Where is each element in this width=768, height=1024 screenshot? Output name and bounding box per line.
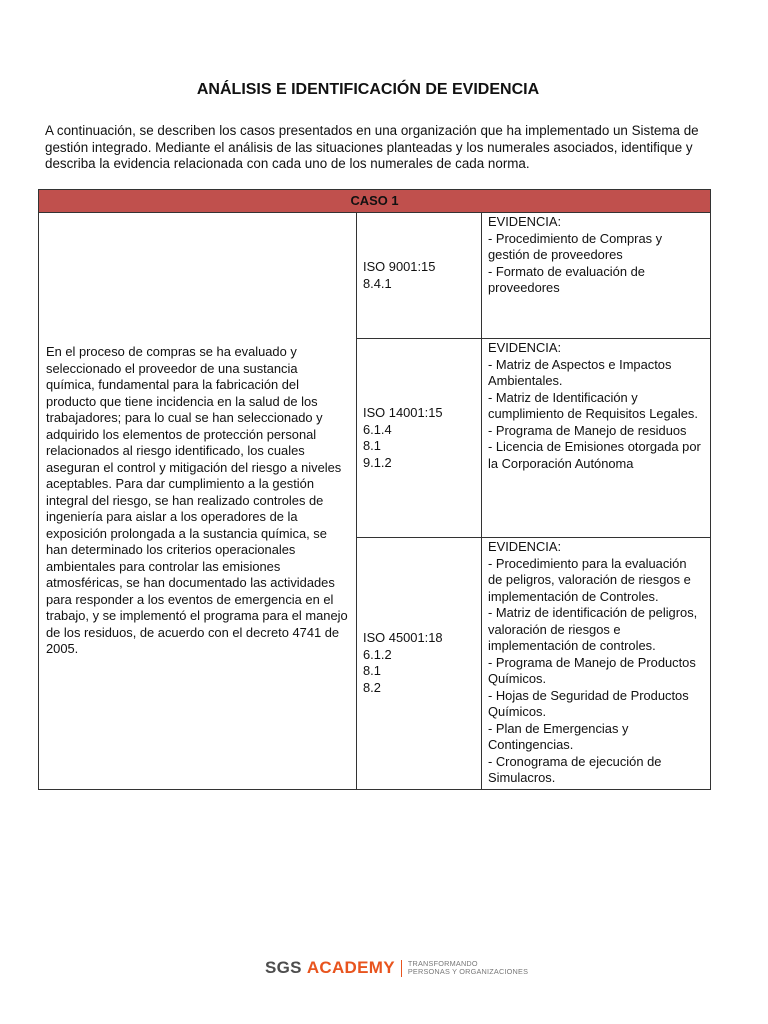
evidence-item: - Formato de evaluación de proveedores [488, 263, 645, 295]
logo-tagline [408, 960, 528, 976]
tagline-line: TRANSFORMANDO [407, 958, 478, 968]
evidence-item: - Matriz de Aspectos e Impactos Ambientales. [488, 356, 672, 388]
iso-cell [357, 213, 482, 339]
evidence-cell [482, 213, 711, 339]
evidence-item: - Matriz de Identificación y cumplimiento de Requisitos Legales. [488, 389, 698, 421]
evidence-item: - Plan de Emergencias y Contingencias. [488, 720, 629, 752]
iso-numeral: 8.1 [363, 663, 381, 679]
evidence-heading: EVIDENCIA: [488, 340, 562, 355]
logo-academy-text: ACADEMY [306, 958, 395, 977]
iso-numeral: 8.1 [363, 438, 381, 453]
evidence-item: - Procedimiento de Compras y gestión de proveedores [488, 230, 663, 262]
caso-table [38, 189, 711, 790]
iso-numeral: 6.1.4 [363, 421, 392, 437]
iso-cell [357, 339, 482, 538]
iso-standard: ISO 45001:18 [363, 630, 443, 646]
sgs-academy-logo [265, 958, 528, 978]
evidence-heading: EVIDENCIA: [488, 539, 562, 554]
evidence-heading: EVIDENCIA: [488, 214, 562, 229]
iso-standard: ISO 14001:15 [363, 405, 443, 420]
iso-numeral: 8.2 [363, 679, 381, 695]
iso-numeral: 9.1.2 [363, 454, 392, 470]
caso-header: CASO 1 [39, 190, 711, 213]
logo-sgs-text: SGS [265, 958, 302, 977]
iso-standard: ISO 9001:15 [363, 259, 436, 274]
page-title: ANÁLISIS E IDENTIFICACIÓN DE EVIDENCIA [196, 81, 540, 98]
case-description: En el proceso de compras se ha evaluado y seleccionado el proveedor de una sustancia química, fundamental para la fabricación del producto que tiene incidencia en la salud de los trabajadores; para lo cual se han seleccionado y adquirido los elementos de protección personal relacionados al riesgo identificado, los cuales aseguran el control y mitigación del riesgo a niveles aceptables. Para dar cumplimiento a la gestión integral del riesgo, se han realizado controles de ingeniería para aislar a los operadores de la exposición prolongada a la sustancia química, se han determinado los criterios operacionales ambientales para controlar las emisiones atmosféricas, se han documentado las actividades para responder a los eventos de emergencia en el trabajo, y se implementó el programa para el manejo de los residuos, de acuerdo con el decreto 4741 de 2005. [39, 213, 357, 790]
logo-divider [401, 960, 402, 977]
iso-numeral: 8.4.1 [363, 275, 392, 291]
evidence-item: - Programa de Manejo de Productos Químicos. [488, 654, 696, 686]
evidence-item: - Cronograma de ejecución de Simulacros. [488, 753, 662, 785]
evidence-item: - Programa de Manejo de residuos [488, 422, 687, 438]
iso-cell [357, 538, 482, 790]
evidence-cell [482, 339, 711, 538]
tagline-line: PERSONAS Y ORGANIZACIONES [407, 967, 529, 976]
intro-paragraph: A continuación, se describen los casos presentados en una organización que ha implementado un Sistema de gestión integrado. Mediante el análisis de las situaciones planteadas y los numerales asociados, identifique y describa la evidencia relacionada con cada uno de los numerales de cada norma. [45, 123, 699, 171]
evidence-cell [482, 538, 711, 790]
iso-numeral: 6.1.2 [363, 646, 392, 662]
evidence-item: - Procedimiento para la evaluación de peligros, valoración de riesgos e implementación de Controles. [488, 555, 691, 604]
evidence-item: - Hojas de Seguridad de Productos Químicos. [488, 687, 689, 719]
evidence-item: - Matriz de identificación de peligros, valoración de riesgos e implementación de controles. [488, 605, 698, 653]
evidence-item: - Licencia de Emisiones otorgada por la Corporación Autónoma [488, 439, 701, 471]
